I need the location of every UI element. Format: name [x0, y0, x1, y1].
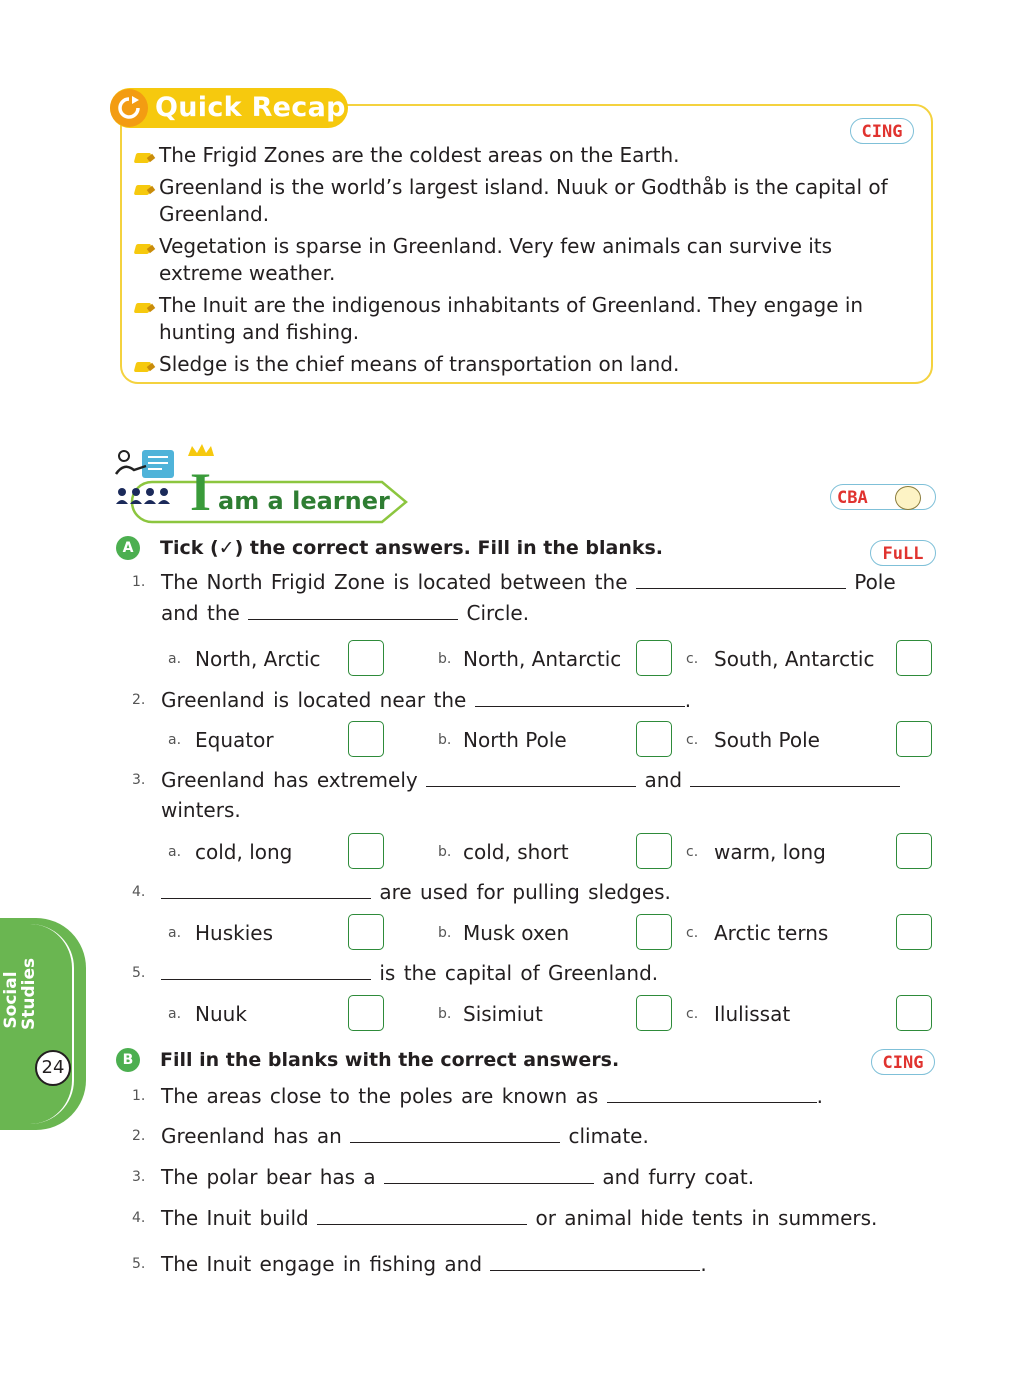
question-number: 3. [132, 1169, 146, 1185]
tick-box[interactable] [348, 914, 384, 950]
option-text: cold, short [463, 840, 569, 864]
option-letter: a. [168, 1006, 182, 1022]
fill-question-4: The Inuit build or animal hide tents in summers. [161, 1206, 878, 1230]
list-item: The Inuit are the indigenous inhabitants of Greenland. They engage in hunting and fishing. [135, 292, 915, 346]
option-letter: b. [438, 732, 452, 748]
option-letter: b. [438, 925, 452, 941]
tick-box[interactable] [896, 833, 932, 869]
tick-box[interactable] [896, 721, 932, 757]
question-3: Greenland has extremely and [161, 767, 900, 793]
option-text: Equator [195, 728, 274, 752]
learner-title: am a learner [218, 487, 390, 515]
emblem-icon [895, 486, 921, 510]
option-letter: c. [686, 1006, 699, 1022]
option-text: Nuuk [195, 1002, 247, 1026]
recap-tag: CING [850, 118, 914, 144]
fill-question-3: The polar bear has a and furry coat. [161, 1165, 755, 1189]
recap-bullet-list [135, 142, 915, 383]
fill-question-2: Greenland has an climate. [161, 1124, 649, 1148]
option-letter: a. [168, 651, 182, 667]
option-letter: c. [686, 732, 699, 748]
option-text: Ilulissat [714, 1002, 791, 1026]
question-number: 4. [132, 884, 146, 900]
option-text: North, Arctic [195, 647, 321, 671]
section-a-badge: A [116, 536, 140, 560]
tick-box[interactable] [636, 833, 672, 869]
tick-box[interactable] [348, 833, 384, 869]
option-text: cold, long [195, 840, 293, 864]
option-letter: b. [438, 651, 452, 667]
tick-box[interactable] [636, 914, 672, 950]
question-2: Greenland is located near the . [161, 688, 692, 712]
list-item: Greenland is the world’s largest island. Nuuk or Godthåb is the capital of Greenland. [135, 174, 915, 228]
answer-blank[interactable] [248, 603, 458, 620]
section-a-instruction: Tick (✓) the correct answers. Fill in the blanks. [160, 537, 664, 559]
question-number: 3. [132, 772, 146, 788]
pencil-bullet-icon [134, 244, 152, 254]
tick-box[interactable] [348, 995, 384, 1031]
list-item: Sledge is the chief means of transportation on land. [135, 351, 915, 378]
answer-blank[interactable] [475, 690, 685, 707]
question-number: 5. [132, 965, 146, 981]
question-number: 2. [132, 692, 146, 708]
option-text: Huskies [195, 921, 273, 945]
question-4: are used for pulling sledges. [161, 879, 671, 905]
tick-box[interactable] [636, 721, 672, 757]
pencil-bullet-icon [134, 362, 152, 372]
option-text: North, Antarctic [463, 647, 622, 671]
pencil-bullet-icon [134, 153, 152, 163]
tick-box[interactable] [348, 721, 384, 757]
option-letter: c. [686, 844, 699, 860]
option-text: Arctic terns [714, 921, 829, 945]
question-1: The North Frigid Zone is located between the Pole [161, 570, 896, 594]
option-text: warm, long [714, 840, 826, 864]
pencil-bullet-icon [134, 303, 152, 313]
option-letter: a. [168, 844, 182, 860]
option-text: North Pole [463, 728, 567, 752]
question-number: 2. [132, 1128, 146, 1144]
answer-blank[interactable] [490, 1254, 700, 1271]
tick-box[interactable] [896, 995, 932, 1031]
answer-blank[interactable] [317, 1208, 527, 1225]
option-text: Musk oxen [463, 921, 570, 945]
question-number: 4. [132, 1210, 146, 1226]
option-letter: a. [168, 925, 182, 941]
answer-blank[interactable] [426, 770, 636, 787]
question-number: 1. [132, 574, 146, 590]
option-letter: a. [168, 732, 182, 748]
question-number: 1. [132, 1088, 146, 1104]
fill-question-1: The areas close to the poles are known as . [161, 1084, 823, 1108]
section-b-instruction: Fill in the blanks with the correct answers. [160, 1049, 620, 1071]
section-a-tag: FuLL [870, 540, 936, 566]
list-item: The Frigid Zones are the coldest areas on the Earth. [135, 142, 915, 169]
page-number: 24 [35, 1050, 71, 1086]
tick-box[interactable] [896, 914, 932, 950]
pencil-bullet-icon [134, 185, 152, 195]
tick-box[interactable] [896, 640, 932, 676]
section-b-tag: CING [871, 1049, 935, 1075]
svg-text:I: I [190, 462, 212, 522]
fill-question-5: The Inuit engage in fishing and . [161, 1252, 707, 1276]
option-letter: b. [438, 844, 452, 860]
option-text: Sisimiut [463, 1002, 543, 1026]
answer-blank[interactable] [161, 882, 371, 899]
crown-icon [188, 444, 214, 456]
option-text: South Pole [714, 728, 820, 752]
question-number: 5. [132, 1256, 146, 1272]
section-b-badge: B [116, 1048, 140, 1072]
tick-box[interactable] [348, 640, 384, 676]
tick-box[interactable] [636, 995, 672, 1031]
question-3-cont: winters. [161, 798, 241, 822]
option-letter: c. [686, 925, 699, 941]
quick-recap-title: Quick Recap [155, 92, 346, 123]
subject-label: Social Studies [1, 957, 39, 1030]
answer-blank[interactable] [636, 572, 846, 589]
question-5: is the capital of Greenland. [161, 960, 658, 986]
answer-blank[interactable] [350, 1126, 560, 1143]
list-item: Vegetation is sparse in Greenland. Very few animals can survive its extreme weather. [135, 233, 915, 287]
refresh-icon [110, 89, 148, 127]
answer-blank[interactable] [384, 1167, 594, 1184]
answer-blank[interactable] [607, 1086, 817, 1103]
option-letter: b. [438, 1006, 452, 1022]
question-1-cont: and the Circle. [161, 601, 530, 625]
option-text: South, Antarctic [714, 647, 875, 671]
answer-blank[interactable] [161, 963, 371, 980]
learner-tag: CBA [830, 484, 936, 510]
answer-blank[interactable] [690, 770, 900, 787]
tick-box[interactable] [636, 640, 672, 676]
option-letter: c. [686, 651, 699, 667]
